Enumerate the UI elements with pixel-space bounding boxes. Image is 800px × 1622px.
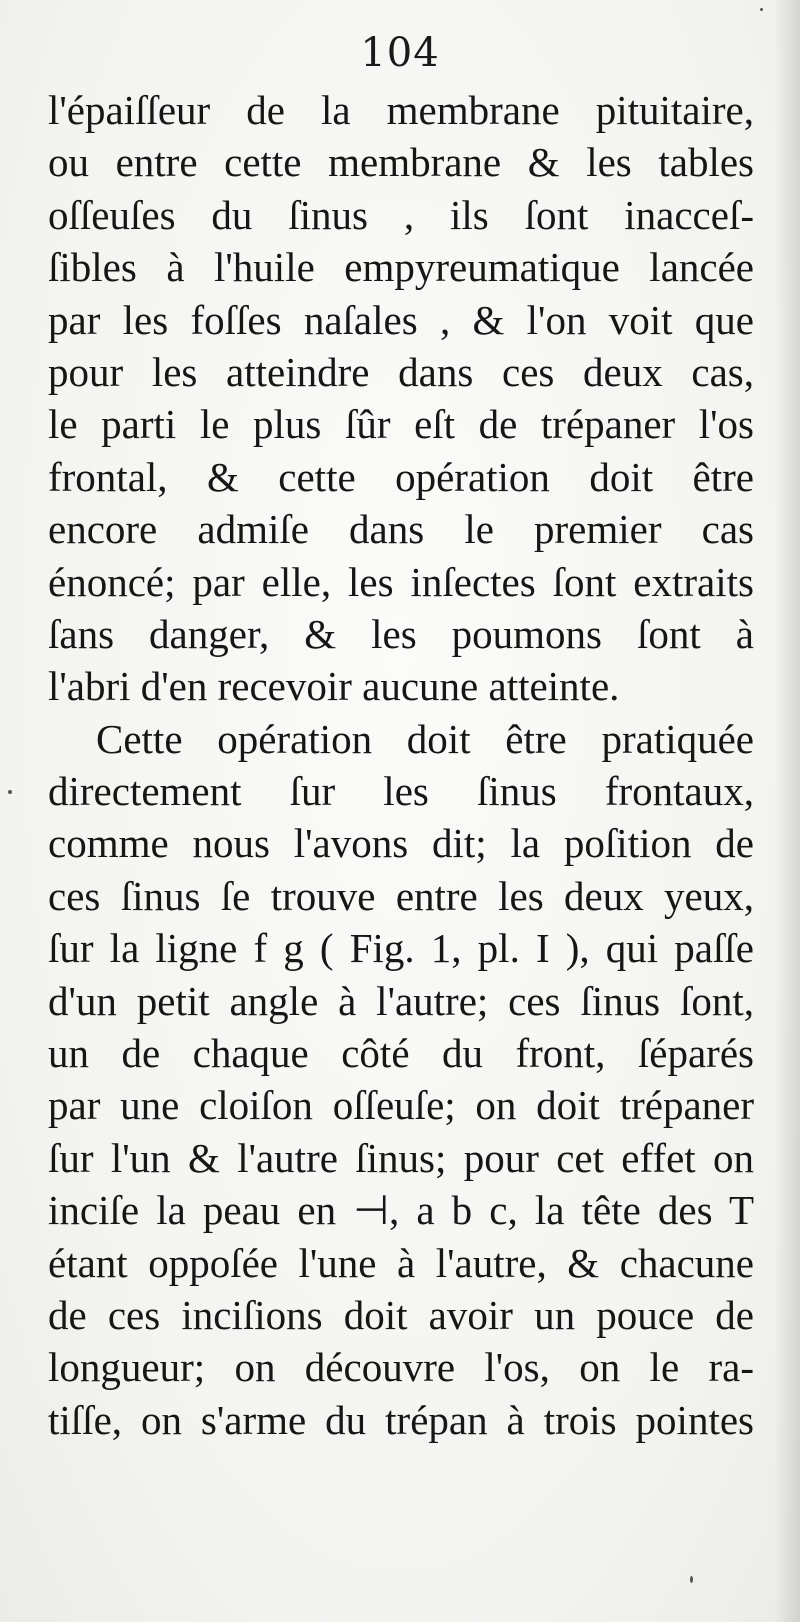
- text-line: ſibles à l'huile empyreumatique lancée: [48, 244, 754, 291]
- ink-speck: [690, 1576, 693, 1583]
- text-line: ou entre cette membrane & les tables: [48, 139, 754, 186]
- ink-speck: [8, 790, 12, 794]
- text-line: directement ſur les ſinus frontaux,: [48, 768, 754, 815]
- paragraph-1: [48, 84, 754, 713]
- page-edge-shadow: [774, 0, 800, 1622]
- text-line: comme nous l'avons dit; la poſition de: [48, 820, 754, 867]
- text-line: énoncé; par elle, les inſectes ſont extraits: [48, 558, 754, 605]
- text-line: ſur la ligne f g ( Fig. 1, pl. I ), qui paſſe: [48, 925, 754, 972]
- text-line: longueur; on découvre l'os, on le ra-: [48, 1344, 754, 1391]
- text-line: l'épaiſſeur de la membrane pituitaire,: [48, 87, 754, 133]
- text-line: frontal, & cette opération doit être: [48, 453, 754, 500]
- ink-speck: [760, 8, 763, 11]
- text-line: le parti le plus ſûr eſt de trépaner l'os: [48, 401, 754, 448]
- text-line: tiſſe, on s'arme du trépan à trois pointes: [48, 1396, 754, 1443]
- text-line: par une cloiſon oſſeuſe; on doit trépaner: [48, 1082, 754, 1129]
- text-line: d'un petit angle à l'autre; ces ſinus ſont,: [48, 977, 754, 1024]
- text-line: un de chaque côté du front, ſéparés: [48, 1030, 754, 1077]
- text-line: étant oppoſée l'une à l'autre, & chacune: [48, 1239, 754, 1286]
- text-line: l'abri d'en recevoir aucune atteinte.: [48, 663, 620, 710]
- text-line: ſans danger, & les poumons ſont à: [48, 610, 754, 657]
- text-line: par les foſſes naſales , & l'on voit que: [48, 296, 754, 343]
- page-number: 104: [360, 30, 440, 76]
- text-line: Cette opération doit être pratiquée: [96, 715, 754, 762]
- text-line: encore admiſe dans le premier cas: [48, 506, 754, 553]
- text-line: inciſe la peau en ⊣, a b c, la tête des T: [48, 1187, 754, 1234]
- paragraph-2: [48, 713, 754, 1446]
- text-line: ces ſinus ſe trouve entre les deux yeux,: [48, 872, 754, 919]
- text-line: pour les atteindre dans ces deux cas,: [48, 348, 754, 395]
- text-line: de ces inciſions doit avoir un pouce de: [48, 1291, 754, 1338]
- text-line: ſur l'un & l'autre ſinus; pour cet effet on: [48, 1134, 754, 1181]
- body-text: [48, 84, 754, 1446]
- text-line: oſſeuſes du ſinus , ils ſont inacceſ-: [48, 191, 754, 238]
